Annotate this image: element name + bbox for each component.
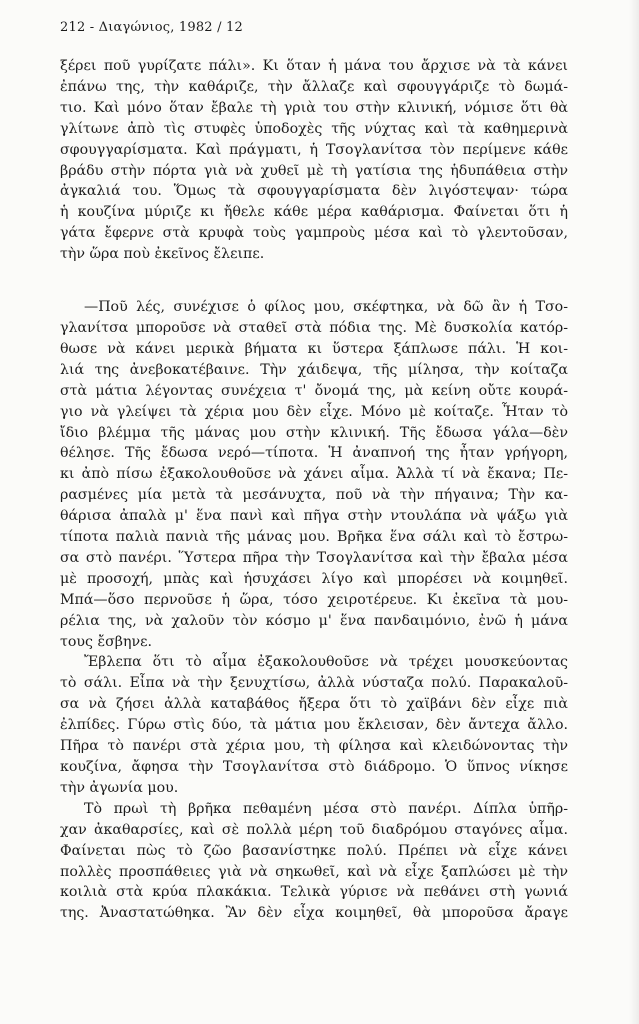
text-line: σα στὸ πανέρι. Ὕστερα πῆρα τὴν Τσογλανίτσα καὶ τὴν ἔβαλα μέσα <box>60 549 568 566</box>
text-line: Τὸ πρωὶ τὴ βρῆκα πεθαμένη μέσα στὸ πανέρι. Δίπλα ὑπῆρ- <box>84 800 568 817</box>
text-line: Πῆρα τὸ πανέρι στὰ χέρια μου, τὴ φίλησα καὶ κλειδώνοντας τὴν <box>60 738 568 755</box>
text-line: σφουγγαρίσματα. Καὶ πράγματι, ἡ Τσογλανίτσα τὸν περίμενε κάθε <box>60 141 568 158</box>
text-line: ἐπάνω της, τὴν καθάριζε, τὴν ἄλλαζε καὶ σφουγγάριζε τὸ δωμά- <box>60 78 568 95</box>
text-line: τιο. Καὶ μόνο ὅταν ἔβαλε τὴ γριὰ του στὴν κλινική, νόμισε ὅτι θὰ <box>60 99 568 116</box>
text-line: της. Ἀναστατώθηκα. Ἂν δὲν εἶχα κοιμηθεῖ, θὰ μποροῦσα ἄραγε <box>60 905 568 922</box>
text-line: γλανίτσα μποροῦσε νὰ σταθεῖ στὰ πόδια της. Μὲ δυσκολία κατόρ- <box>60 319 568 336</box>
section-break <box>60 265 568 297</box>
text-line: γιο νὰ γλείψει τὰ χέρια μου δὲν εἶχε. Μόνο μὲ κοίταζε. Ἦταν τὸ <box>60 403 568 420</box>
page-body <box>60 56 568 924</box>
text-line: χαν ἀκαθαρσίες, καὶ σὲ πολλὰ μέρη τοῦ διαδρόμου σταγόνες αἷμα. <box>60 821 568 838</box>
text-line: πολλὲς προσπάθειες γιὰ νὰ σηκωθεῖ, καὶ νὰ εἶχε ξαπλώσει μὲ τὴν <box>60 863 568 880</box>
text-line: γάτα ἔφερνε στὰ κρυφὰ τοὺς γαμπροὺς μέσα καὶ τὸ γλεντοῦσαν, <box>60 225 568 242</box>
paragraph-3 <box>60 652 568 798</box>
text-line: λιά της ἀνεβοκατέβαινε. Τὴν χάιδεψα, τῆς μίλησα, τὴν κοίταζα <box>60 361 568 378</box>
text-line: ξέρει ποῦ γυρίζατε πάλι». Κι ὅταν ἡ μάνα του ἄρχισε νὰ τὰ κάνει <box>60 58 568 74</box>
paragraph-2 <box>60 297 568 652</box>
text-line: ἀγκαλιά του. Ὅμως τὰ σφουγγαρίσματα δὲν λιγόστεψαν· τώρα <box>60 183 568 200</box>
paragraph-1 <box>60 56 568 265</box>
text-line: —Ποῦ λές, συνέχισε ὁ φίλος μου, σκέφτηκα, νὰ δῶ ἂν ἡ Τσο- <box>84 299 568 316</box>
text-line: στὰ μάτια λέγοντας συνέχεια τ' ὄνομά της, μὰ κείνη οὔτε κουρά- <box>60 382 568 399</box>
running-head: 212 - Διαγώνιος, 1982 / 12 <box>60 20 243 35</box>
text-line: ρασμένες μία μετὰ τὰ μεσάνυχτα, ποῦ νὰ τὴν πήγαινα; Τὴν κα- <box>60 487 568 504</box>
text-line: βράδυ στὴν πόρτα γιὰ νὰ χυθεῖ μὲ τὴ γατίσια της ἡδυπάθεια στὴν <box>60 162 568 179</box>
text-line: μὲ προσοχή, μπὰς καὶ ἡσυχάσει λίγο καὶ μπορέσει νὰ κοιμηθεῖ. <box>60 570 568 587</box>
text-line: ρέλια της, νὰ χαλοῦν τὸν κόσμο μ' ἕνα πανδαιμόνιο, ἐνῶ ἡ μάνα <box>60 612 568 629</box>
text-line: Ἔβλεπα ὅτι τὸ αἷμα ἐξακολουθοῦσε νὰ τρέχει μουσκεύοντας <box>84 654 568 671</box>
text-line: ἡ κουζίνα μύριζε κι ἤθελε κάθε μέρα καθάρισμα. Φαίνεται ὅτι ἡ <box>60 204 568 221</box>
text-line: κουζίνα, ἄφησα τὴν Τσογλανίτσα στὸ διάδρομο. Ὁ ὕπνος νίκησε <box>60 759 568 775</box>
text-line: κοιλιὰ στὰ κρύα πλακάκια. Τελικὰ γύρισε νὰ πεθάνει στὴ γωνιά <box>60 884 568 901</box>
text-line: σα νὰ ζήσει ἀλλὰ καταβάθος ἤξερα ὅτι τὸ χαϊβάνι δὲν εἶχε πιὰ <box>60 696 568 713</box>
text-line: τὴν ὥρα ποὺ ἐκεῖνος ἔλειπε. <box>60 246 265 263</box>
page-edge-shadow <box>629 0 639 1024</box>
text-line: θωσε νὰ κάνει μερικὰ βήματα κι ὕστερα ξάπλωσε πάλι. Ἡ κοι- <box>60 340 568 357</box>
text-line: θέλησε. Τῆς ἔδωσα νερό—τίποτα. Ἡ ἀναπνοή της ἦταν γρήγορη, <box>60 445 568 462</box>
text-line: τους ἔσβηνε. <box>60 633 152 650</box>
text-line: Μπά—ὅσο περνοῦσε ἡ ὥρα, τόσο χειροτέρευε. Κι ἐκεῖνα τὰ μου- <box>60 591 568 608</box>
text-line: ἴδιο βλέμμα τῆς μάνας μου στὴν κλινική. Τῆς ἔδωσα γάλα—δὲν <box>60 424 568 441</box>
text-line: κι ἀπὸ πίσω ἐξακολουθοῦσε νὰ χάνει αἷμα. Ἀλλὰ τί νὰ ἔκανα; Πε- <box>60 466 568 483</box>
paragraph-4 <box>60 799 568 924</box>
text-line: Φαίνεται πὼς τὸ ζῶο βασανίστηκε πολύ. Πρέπει νὰ εἶχε κάνει <box>60 842 568 859</box>
text-line: τὸ σάλι. Εἶπα νὰ τὴν ξενυχτίσω, ἀλλὰ νύσταζα πολύ. Παρακαλοῦ- <box>60 675 568 692</box>
text-line: τίποτα παλιὰ πανιὰ τῆς μάνας μου. Βρῆκα ἕνα σάλι καὶ τὸ ἔστρω- <box>60 529 568 546</box>
text-line: γλίτωνε ἀπὸ τὶς στυφὲς ὑποδοχὲς τῆς νύχτας καὶ τὰ καθημερινὰ <box>60 120 568 137</box>
text-line: ἐλπίδες. Γύρω στὶς δύο, τὰ μάτια μου ἔκλεισαν, δὲν ἄντεχα ἄλλο. <box>60 717 568 734</box>
text-line: θάρισα ἀπαλὰ μ' ἕνα πανὶ καὶ πῆγα στὴν ντουλάπα νὰ ψάξω γιὰ <box>60 508 568 525</box>
text-line: τὴν ἀγωνία μου. <box>60 779 179 796</box>
